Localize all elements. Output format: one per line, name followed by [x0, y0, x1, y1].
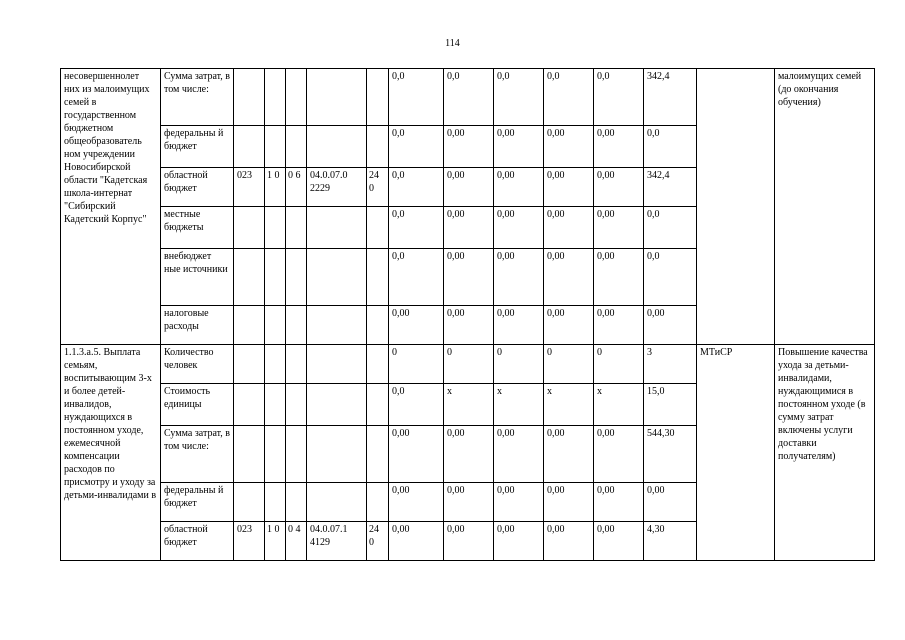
value-cell: 0,00	[494, 426, 544, 483]
value-cell: 0,00	[444, 126, 494, 168]
code-cell	[367, 69, 389, 126]
value-cell: 0,00	[389, 522, 444, 561]
value-cell: 0,00	[544, 522, 594, 561]
value-cell: 0,00	[544, 168, 594, 207]
result-cell: Повышение качества ухода за детьми-инвалидами, нуждающимися в постоянном уходе (в сумму затрат включены услуги доставки получателям)	[775, 345, 875, 561]
code-cell	[286, 69, 307, 126]
value-cell: 0	[389, 345, 444, 384]
code-cell	[286, 306, 307, 345]
code-cell	[286, 126, 307, 168]
code-cell	[307, 126, 367, 168]
indicator-cell: Сумма затрат, в том числе:	[161, 426, 234, 483]
code-cell	[234, 426, 265, 483]
code-cell	[265, 207, 286, 249]
value-cell: 0,00	[594, 426, 644, 483]
value-cell: 0,00	[444, 249, 494, 306]
value-cell: 0	[544, 345, 594, 384]
value-cell: 0,00	[389, 306, 444, 345]
code-cell	[307, 249, 367, 306]
code-cell: 04.0.07.0 2229	[307, 168, 367, 207]
code-cell	[265, 384, 286, 426]
total-cell: 15,0	[644, 384, 697, 426]
value-cell: 0,00	[594, 483, 644, 522]
result-cell: малоимущих семей (до окончания обучения)	[775, 69, 875, 345]
code-cell	[367, 426, 389, 483]
measure-description: 1.1.3.а.5. Выплата семьям, воспитывающим 3-х и более детей-инвалидов, нуждающихся в постоянном уходе, ежемесячной компенсации расходов по присмотру и уходу за детьми-инвалидами в	[61, 345, 161, 561]
indicator-cell: налоговые расходы	[161, 306, 234, 345]
value-cell: 0,00	[594, 249, 644, 306]
code-cell	[367, 207, 389, 249]
code-cell	[234, 384, 265, 426]
value-cell: 0,00	[594, 126, 644, 168]
table-row	[61, 345, 875, 384]
code-cell	[286, 483, 307, 522]
value-cell: 0	[494, 345, 544, 384]
value-cell: 0,00	[594, 522, 644, 561]
indicator-cell: местные бюджеты	[161, 207, 234, 249]
code-cell	[307, 306, 367, 345]
value-cell: х	[594, 384, 644, 426]
value-cell: х	[494, 384, 544, 426]
value-cell: 0,00	[494, 126, 544, 168]
code-cell	[234, 345, 265, 384]
value-cell: 0,0	[444, 69, 494, 126]
indicator-cell: федеральны й бюджет	[161, 483, 234, 522]
measure-description: несовершеннолет них из малоимущих семей в государственном бюджетном общеобразователь ном учреждении Новосибирской области "Кадетская школа-интернат "Сибирский Кадетский Корпус"	[61, 69, 161, 345]
value-cell: х	[444, 384, 494, 426]
executor-cell: МТиСР	[697, 345, 775, 561]
code-cell	[265, 126, 286, 168]
total-cell: 3	[644, 345, 697, 384]
value-cell: 0,00	[544, 249, 594, 306]
code-cell	[286, 207, 307, 249]
value-cell: 0,0	[544, 69, 594, 126]
value-cell: 0,00	[389, 483, 444, 522]
total-cell: 342,4	[644, 69, 697, 126]
code-cell: 24 0	[367, 168, 389, 207]
value-cell: х	[544, 384, 594, 426]
code-cell: 0 6	[286, 168, 307, 207]
total-cell: 342,4	[644, 168, 697, 207]
value-cell: 0,00	[444, 168, 494, 207]
value-cell: 0,00	[544, 426, 594, 483]
code-cell	[367, 483, 389, 522]
total-cell: 0,00	[644, 306, 697, 345]
code-cell	[286, 426, 307, 483]
value-cell: 0,00	[494, 249, 544, 306]
indicator-cell: областной бюджет	[161, 522, 234, 561]
code-cell	[367, 306, 389, 345]
code-cell	[234, 207, 265, 249]
code-cell	[234, 306, 265, 345]
total-cell: 4,30	[644, 522, 697, 561]
code-cell	[367, 345, 389, 384]
code-cell	[367, 384, 389, 426]
executor-cell	[697, 69, 775, 345]
value-cell: 0,00	[444, 426, 494, 483]
code-cell	[265, 306, 286, 345]
value-cell: 0,0	[389, 207, 444, 249]
code-cell	[265, 345, 286, 384]
value-cell: 0,00	[389, 426, 444, 483]
total-cell: 0,0	[644, 126, 697, 168]
indicator-cell: Сумма затрат, в том числе:	[161, 69, 234, 126]
value-cell: 0,00	[444, 306, 494, 345]
value-cell: 0,00	[494, 168, 544, 207]
value-cell: 0,00	[594, 207, 644, 249]
indicator-cell: областной бюджет	[161, 168, 234, 207]
code-cell	[307, 345, 367, 384]
code-cell	[286, 345, 307, 384]
code-cell: 023	[234, 168, 265, 207]
value-cell: 0,0	[594, 69, 644, 126]
code-cell: 1 0	[265, 522, 286, 561]
code-cell: 0 4	[286, 522, 307, 561]
code-cell	[265, 249, 286, 306]
code-cell	[367, 126, 389, 168]
table-row	[61, 69, 875, 126]
code-cell	[234, 69, 265, 126]
code-cell	[265, 426, 286, 483]
value-cell: 0,00	[544, 126, 594, 168]
code-cell: 04.0.07.1 4129	[307, 522, 367, 561]
code-cell	[307, 483, 367, 522]
code-cell	[307, 69, 367, 126]
value-cell: 0,0	[389, 249, 444, 306]
code-cell	[307, 384, 367, 426]
code-cell	[234, 483, 265, 522]
code-cell: 1 0	[265, 168, 286, 207]
code-cell	[286, 249, 307, 306]
code-cell	[265, 69, 286, 126]
value-cell: 0,00	[544, 306, 594, 345]
value-cell: 0,0	[389, 69, 444, 126]
value-cell: 0,00	[444, 483, 494, 522]
code-cell	[234, 126, 265, 168]
value-cell: 0,0	[389, 384, 444, 426]
code-cell	[265, 483, 286, 522]
indicator-cell: федеральны й бюджет	[161, 126, 234, 168]
code-cell	[234, 249, 265, 306]
page-number: 114	[445, 38, 460, 49]
indicator-cell: Количество человек	[161, 345, 234, 384]
code-cell	[286, 384, 307, 426]
value-cell: 0,00	[494, 483, 544, 522]
code-cell	[307, 426, 367, 483]
value-cell: 0,00	[494, 207, 544, 249]
code-cell: 24 0	[367, 522, 389, 561]
value-cell: 0,00	[444, 522, 494, 561]
total-cell: 544,30	[644, 426, 697, 483]
value-cell: 0,00	[544, 207, 594, 249]
value-cell: 0,0	[389, 168, 444, 207]
value-cell: 0,00	[444, 207, 494, 249]
value-cell: 0	[444, 345, 494, 384]
budget-table	[60, 68, 875, 561]
value-cell: 0	[594, 345, 644, 384]
total-cell: 0,0	[644, 249, 697, 306]
indicator-cell: внебюджет ные источники	[161, 249, 234, 306]
value-cell: 0,00	[494, 306, 544, 345]
code-cell	[307, 207, 367, 249]
total-cell: 0,0	[644, 207, 697, 249]
value-cell: 0,00	[594, 306, 644, 345]
value-cell: 0,0	[389, 126, 444, 168]
indicator-cell: Стоимость единицы	[161, 384, 234, 426]
value-cell: 0,00	[594, 168, 644, 207]
total-cell: 0,00	[644, 483, 697, 522]
code-cell	[367, 249, 389, 306]
code-cell: 023	[234, 522, 265, 561]
value-cell: 0,00	[494, 522, 544, 561]
value-cell: 0,00	[544, 483, 594, 522]
value-cell: 0,0	[494, 69, 544, 126]
